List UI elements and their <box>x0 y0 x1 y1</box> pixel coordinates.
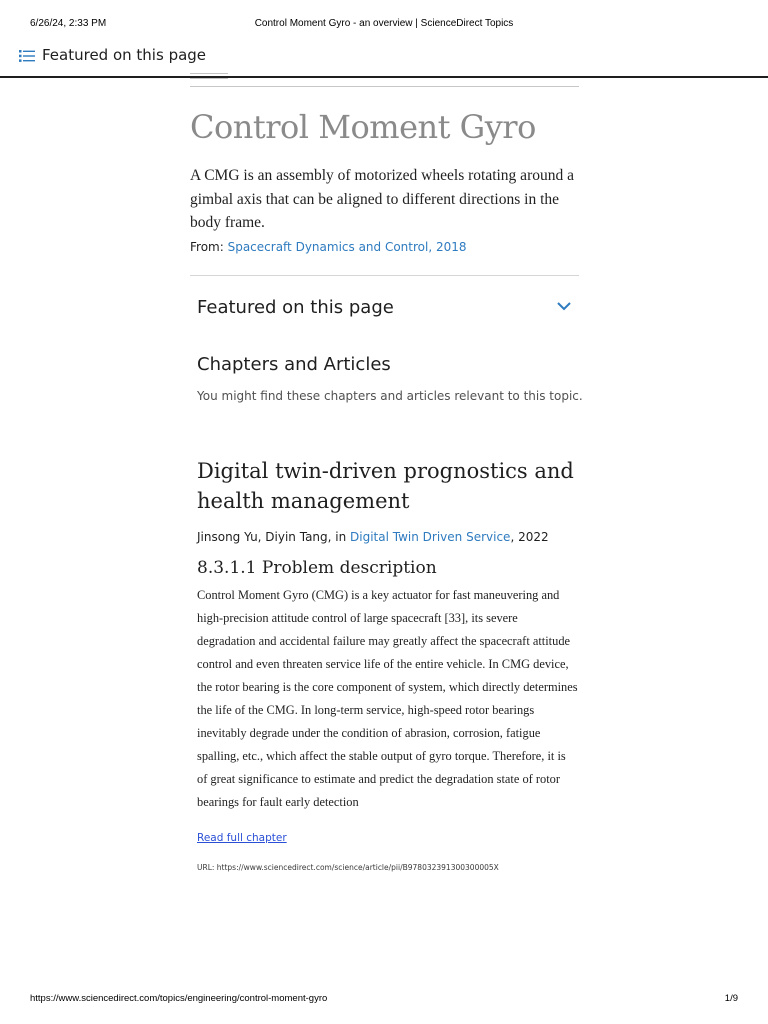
source-link[interactable]: Digital Twin Driven Service <box>350 530 511 544</box>
topic-definition: A CMG is an assembly of motorized wheels rotating around a gimbal axis that can be aligned to different directions in the body frame. <box>190 167 574 231</box>
from-label: From: <box>190 240 228 254</box>
article-title[interactable]: Digital twin-driven prognostics and health management <box>197 459 574 513</box>
topic-title: Control Moment Gyro <box>190 108 536 146</box>
year-text: , 2022 <box>510 530 549 544</box>
article-authors <box>197 530 549 544</box>
chevron-down-icon[interactable] <box>556 300 572 312</box>
print-page-title: Control Moment Gyro - an overview | ScienceDirect Topics <box>254 18 514 29</box>
section-heading: 8.3.1.1 Problem description <box>197 558 437 578</box>
print-url: https://www.sciencedirect.com/topics/engineering/control-moment-gyro <box>30 993 328 1004</box>
from-source <box>190 240 467 254</box>
clipped-element <box>190 73 228 79</box>
print-header <box>0 18 768 32</box>
chapters-heading: Chapters and Articles <box>197 354 391 375</box>
print-datetime: 6/26/24, 2:33 PM <box>30 18 107 29</box>
featured-toggle-label[interactable]: Featured on this page <box>197 297 394 318</box>
article-excerpt: Control Moment Gyro (CMG) is a key actuator for fast maneuvering and high-precision attitude control of large spacecraft [33], its severe degradation and accidental failure may greatly affect the spacecraft attitude control and even threaten service life of the entire vehicle. In CMG device, the rotor bearing is the core component of system, which directly determines the life of the CMG. In long-term service, high-speed rotor bearings inevitably degrade under the condition of abrasion, corrosion, fatigue spalling, etc., which affect the stable output of gyro torque. Therefore, it is of great significance to estimate and predict the degradation state of rotor bearings for fault early detection <box>197 588 578 809</box>
sticky-bar-label: Featured on this page <box>42 46 207 64</box>
chapters-subtitle: You might find these chapters and articles relevant to this topic. <box>197 389 583 403</box>
source-book-link[interactable]: Spacecraft Dynamics and Control, 2018 <box>227 240 467 254</box>
print-footer <box>0 993 768 1007</box>
authors-text: Jinsong Yu, Diyin Tang, in <box>197 530 351 544</box>
article-url: URL: https://www.sciencedirect.com/science/article/pii/B978032391300300005X <box>197 863 499 872</box>
featured-sticky-bar[interactable] <box>0 36 768 78</box>
top-divider <box>190 86 579 87</box>
list-icon <box>19 49 35 63</box>
read-full-chapter-link[interactable]: Read full chapter <box>197 832 287 844</box>
section-divider <box>190 275 579 276</box>
page-number: 1/9 <box>724 993 738 1004</box>
